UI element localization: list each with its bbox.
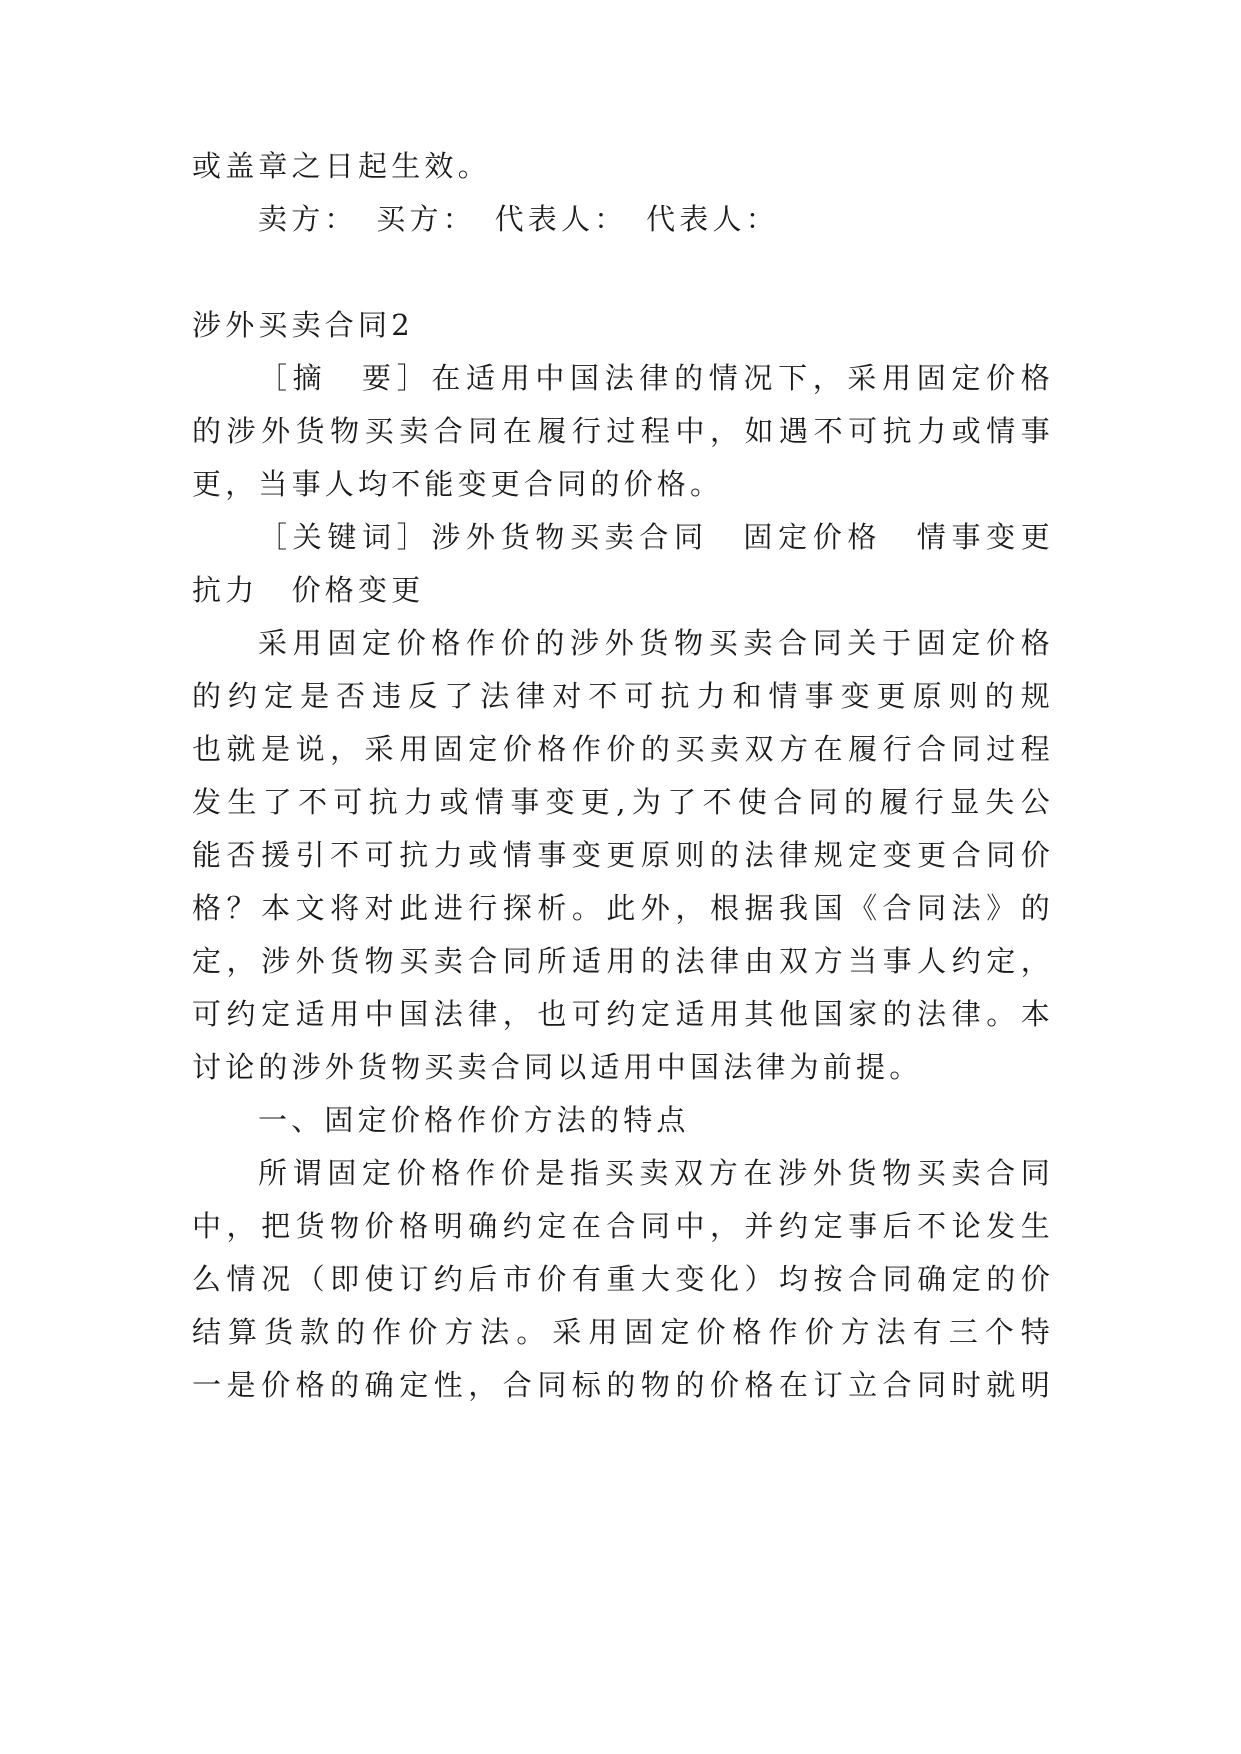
paragraph-line: 可约定适用中国法律，也可约定适用其他国家的法律。本 <box>192 997 1054 1031</box>
paragraph-line: 一是价格的确定性，合同标的物的价格在订立合同时就明 <box>192 1368 1054 1402</box>
paragraph-line: 格？本文将对此进行探析。此外，根据我国《合同法》的 <box>192 891 1054 925</box>
signature-line: 卖方： 买方： 代表人： 代表人： <box>258 202 779 236</box>
paragraph-line: 发生了不可抗力或情事变更,为了不使合同的履行显失公 <box>192 785 1054 819</box>
section-title: 涉外买卖合同2 <box>192 308 414 342</box>
abstract-line: 的涉外货物买卖合同在履行过程中，如遇不可抗力或情事 <box>192 414 1054 448</box>
paragraph-line: 定，涉外货物买卖合同所适用的法律由双方当事人约定， <box>192 944 1054 978</box>
abstract-line: ［摘 要］在适用中国法律的情况下，采用固定价格 <box>258 361 1054 395</box>
paragraph-line: 采用固定价格作价的涉外货物买卖合同关于固定价格 <box>258 626 1054 660</box>
abstract-line: 更，当事人均不能变更合同的价格。 <box>192 467 724 501</box>
paragraph-line: 也就是说，采用固定价格作价的买卖双方在履行合同过程 <box>192 732 1054 766</box>
paragraph-line: 结算货款的作价方法。采用固定价格作价方法有三个特 <box>192 1315 1054 1349</box>
paragraph-line: 么情况（即使订约后市价有重大变化）均按合同确定的价 <box>192 1262 1054 1296</box>
keywords-line: ［关键词］涉外货物买卖合同 固定价格 情事变更 <box>258 520 1054 554</box>
paragraph-line: 的约定是否违反了法律对不可抗力和情事变更原则的规 <box>192 679 1054 713</box>
text-line: 或盖章之日起生效。 <box>192 149 491 183</box>
paragraph-line: 讨论的涉外货物买卖合同以适用中国法律为前提。 <box>192 1050 923 1084</box>
section-heading: 一、固定价格作价方法的特点 <box>258 1103 690 1137</box>
keywords-line: 抗力 价格变更 <box>192 573 425 607</box>
paragraph-line: 所谓固定价格作价是指买卖双方在涉外货物买卖合同 <box>258 1156 1054 1190</box>
paragraph-line: 能否援引不可抗力或情事变更原则的法律规定变更合同价 <box>192 838 1054 872</box>
paragraph-line: 中，把货物价格明确约定在合同中，并约定事后不论发生 <box>192 1209 1054 1243</box>
